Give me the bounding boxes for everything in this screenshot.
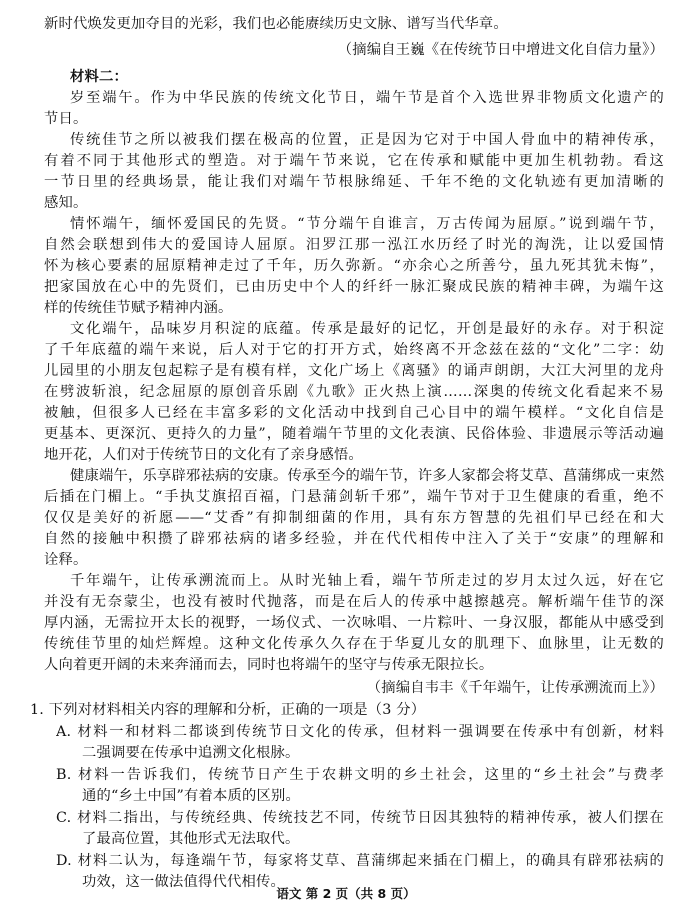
paragraph-line: 后插在门楣上。“手执艾旗招百福，门悬蒲剑斩千邪”，端午节对于卫生健康的看重，绝不: [44, 489, 664, 505]
paragraph-line: 被触，但很多人已经在丰富多彩的文化活动中找到自己心目中的端午模样。“文化自信是: [44, 405, 664, 421]
paragraph-line: 岁至端午。作为中华民族的传统文化节日，端午节是首个入选世界非物质文化遗产的: [70, 90, 664, 106]
paragraph-line: 了千年底蕴的端午来说，后人对于它的打开方式，始终离不开念兹在兹的“文化”二字：幼: [44, 342, 664, 358]
paragraph-line: 传统佳节里的灿烂辉煌。这种文化传承久久存在于华夏儿女的肌理下、血脉里，让无数的: [44, 636, 664, 652]
section-heading: 材料二：: [70, 69, 128, 85]
paragraph-line: 人向着更开阔的未来奔涌而去，同时也将端午的坚守与传承无限拉长。: [44, 657, 494, 673]
option-c-continuation: 了最高位置，其他形式无法取代。: [82, 831, 300, 847]
text-line: 新时代焕发更加夺目的光彩，我们也必能赓续历史文脉、谱写当代华章。: [44, 16, 508, 32]
option-a: A. 材料一和材料二都谈到传统节日文化的传承，但材料一强调要在传承中有创新，材料: [56, 723, 664, 740]
paragraph-line: 怀为核心要素的屈原精神走过了千年，历久弥新。“亦余心之所善兮，虽九死其犹未悔”，: [44, 258, 664, 274]
paragraph-line: 感知。: [44, 195, 88, 211]
paragraph-line: 更基本、更深沉、更持久的力量”，随着端午节里的文化表演、民俗体验、非遗展示等活动遍: [44, 426, 664, 442]
option-d-continuation: 功效，这一做法值得代代相传。: [82, 874, 285, 890]
paragraph-line: 地开花，人们对于传统节日的文化有了亲身感悟。: [44, 447, 363, 463]
paragraph-line: 有着不同于其他形式的塑造。对于端午节来说，它在传承和赋能中更加生机勃勃。看这: [44, 153, 664, 169]
paragraph-line: 传统佳节之所以被我们摆在极高的位置，正是因为它对于中国人骨血中的精神传承，: [70, 132, 664, 148]
paragraph-line: 健康端午，乐享辟邪祛病的安康。传承至今的端午节，许多人家都会将艾草、菖蒲绑成一束然: [70, 468, 664, 484]
source-citation: （摘编自韦丰《千年端午，让传承溯流而上》）: [366, 680, 664, 696]
question-stem: 1. 下列对材料相关内容的理解和分析，正确的一项是（3 分）: [30, 702, 426, 718]
option-c: C. 材料二指出，与传统经典、传统技艺不同，传统节日因其独特的精神传承，被人们摆在: [56, 809, 664, 826]
option-d: D. 材料二认为，每逢端午节，每家将艾草、菖蒲绑起来插在门楣上，的确具有辟邪祛病的: [56, 852, 664, 869]
paragraph-line: 自然会联想到伟大的爱国诗人屈原。汨罗江那一泓江水历经了时光的淘洗，让以爱国情: [44, 237, 664, 253]
paragraph-line: 儿园里的小朋友包起粽子是有模有样，文化广场上《离骚》的诵声朗朗，大江大河里的龙舟: [44, 363, 664, 379]
paragraph-line: 在劈波斩浪，纪念屈原的原创音乐剧《九歌》正火热上演……深奥的传统文化看起来不易: [44, 384, 664, 400]
page-footer: 语文 第 2 页（共 8 页）: [276, 886, 416, 901]
paragraph-line: 情怀端午，缅怀爱国民的先贤。“节分端午自谁言，万古传闻为屈原。”说到端午节，: [70, 216, 664, 232]
option-b-continuation: 通的“乡土中国”有着本质的区别。: [82, 788, 300, 804]
option-b: B. 材料一告诉我们，传统节日产生于农耕文明的乡土社会，这里的“乡土社会”与费孝: [56, 766, 664, 783]
paragraph-line: 诠释。: [44, 552, 88, 568]
paragraph-line: 一节日里的经典场景，能让我们对端午节根脉绵延、千年不绝的文化轨迹有更加清晰的: [44, 174, 664, 190]
paragraph-line: 自然的接触中积攒了辟邪祛病的诸多经验，并在代代相传中注入了关于“安康”的理解和: [44, 531, 664, 547]
paragraph-line: 文化端午，品味岁月积淀的底蕴。传承是最好的记忆，开创是最好的永存。对于积淀: [70, 321, 664, 337]
paragraph-line: 仅仅是美好的祈愿——“艾香”有抑制细菌的作用，具有东方智慧的先祖们早已经在和大: [44, 510, 664, 526]
paragraph-line: 把家国放在心中的先贤们，已由历史中个人的纤纤一脉汇聚成民族的精神丰碑，为端午这: [44, 279, 664, 295]
source-citation: （摘编自王巍《在传统节日中增进文化自信力量》）: [337, 42, 664, 58]
paragraph-line: 样的传统佳节赋予精神内涵。: [44, 300, 233, 316]
option-a-continuation: 二强调要在传承中追溯文化根脉。: [82, 745, 300, 761]
paragraph-line: 并没有无奈蒙尘，也没有被时代抛落，而是在后人的传承中越擦越亮。解析端午佳节的深: [44, 594, 664, 610]
paragraph-line: 千年端午，让传承溯流而上。从时光轴上看，端午节所走过的岁月太过久远，好在它: [70, 573, 664, 589]
paragraph-line: 厚内涵，无需拉开太长的视野，一场仪式、一次咏唱、一片粽叶、一身汉服，都能从中感受到: [44, 615, 664, 631]
paragraph-line: 节日。: [44, 111, 88, 127]
